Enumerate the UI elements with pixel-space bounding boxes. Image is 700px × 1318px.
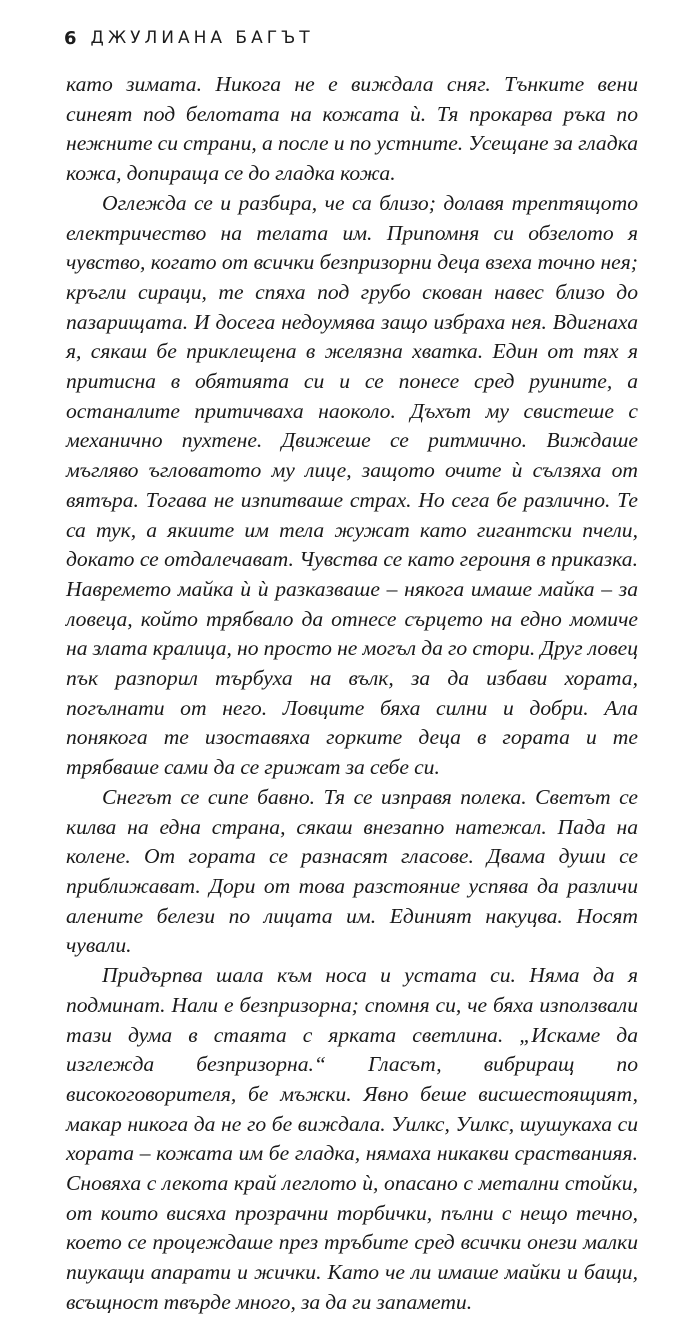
body-text bbox=[66, 70, 638, 1318]
running-title: ДЖУЛИАНА БАГЪТ bbox=[90, 28, 314, 48]
page-number: 6 bbox=[64, 27, 77, 49]
paragraph: като зимата. Никога не е виждала сняг. Тънките вени синеят под белотата на кожата ѝ. Тя прокарва ръка по нежните си страни, а после и по устните. Усещане за гладка кожа, допираща се до гладка кожа. bbox=[66, 72, 638, 186]
paragraph: Оглежда се и разбира, че са близо; долавя трептящото електричество на телата им. Припомня си обзелото я чувство, когато от всички безпризорни деца взеха точно нея; кръгли сираци, те спяха под грубо скован навес близо до пазарищата. И досега недоумява защо избраха нея. Вдигнаха я, сякаш бе приклещена в желязна хватка. Един от тях я притисна в обятията си и се понесе сред руините, а останалите притичваха наоколо. Дъхът му свистеше с механично пухтене. Движеше се ритмично. Виждаше мъгляво ъгловатото му лице, защото очите ѝ сълзяха от вятъра. Тогава не изпитваше страх. Но сега бе различно. Те са тук, а якиите им тела жужат като гигантски пчели, докато се отдалечават. Чувства се като героиня в приказка. Навремето майка ѝ ѝ разказваше – някога имаше майка – за ловеца, който трябвало да отнесе сърцето на едно момиче на злата кралица, но просто не могъл да го стори. Друг ловец пък разпорил търбуха на вълк, за да избави хората, погълнати от него. Ловците бяха силни и добри. Ала понякога те изоставяха горките деца в гората и те трябваше сами да се грижат за себе си. bbox=[66, 190, 638, 780]
running-header bbox=[64, 26, 314, 50]
paragraph: Снегът се сипе бавно. Тя се изправя полека. Светът се килва на една страна, сякаш внезапно натежал. Пада на колене. От гората се разнасят гласове. Двама души се приближават. Дори от това разстояние успява да различи алените белези по лицата им. Единият накуцва. Носят чували. bbox=[66, 784, 638, 958]
paragraph: Придърпва шала към носа и устата си. Няма да я подминат. Нали е безпризорна; спомня си, че бяха използвали тази дума в стаята с ярката светлина. „Искаме да изглежда безпризорна.“ Гласът, вибриращ по високоговорителя, бе мъжки. Явно беше висшестоящият, макар никога да не го бе виждала. Уилкс, Уилкс, шушукаха си хората – кожата им бе гладка, нямаха никакви срастванияя. Сновяха с лекота край леглото ѝ, опасано с метални стойки, от които висяха прозрачни торбички, пълни с нещо течно, което се процеждаше през тръбите сред всички онези малки пиукащи апарати и жички. Като че ли имаше майки и бащи, всъщност твърде много, за да ги запамети. bbox=[66, 963, 638, 1314]
